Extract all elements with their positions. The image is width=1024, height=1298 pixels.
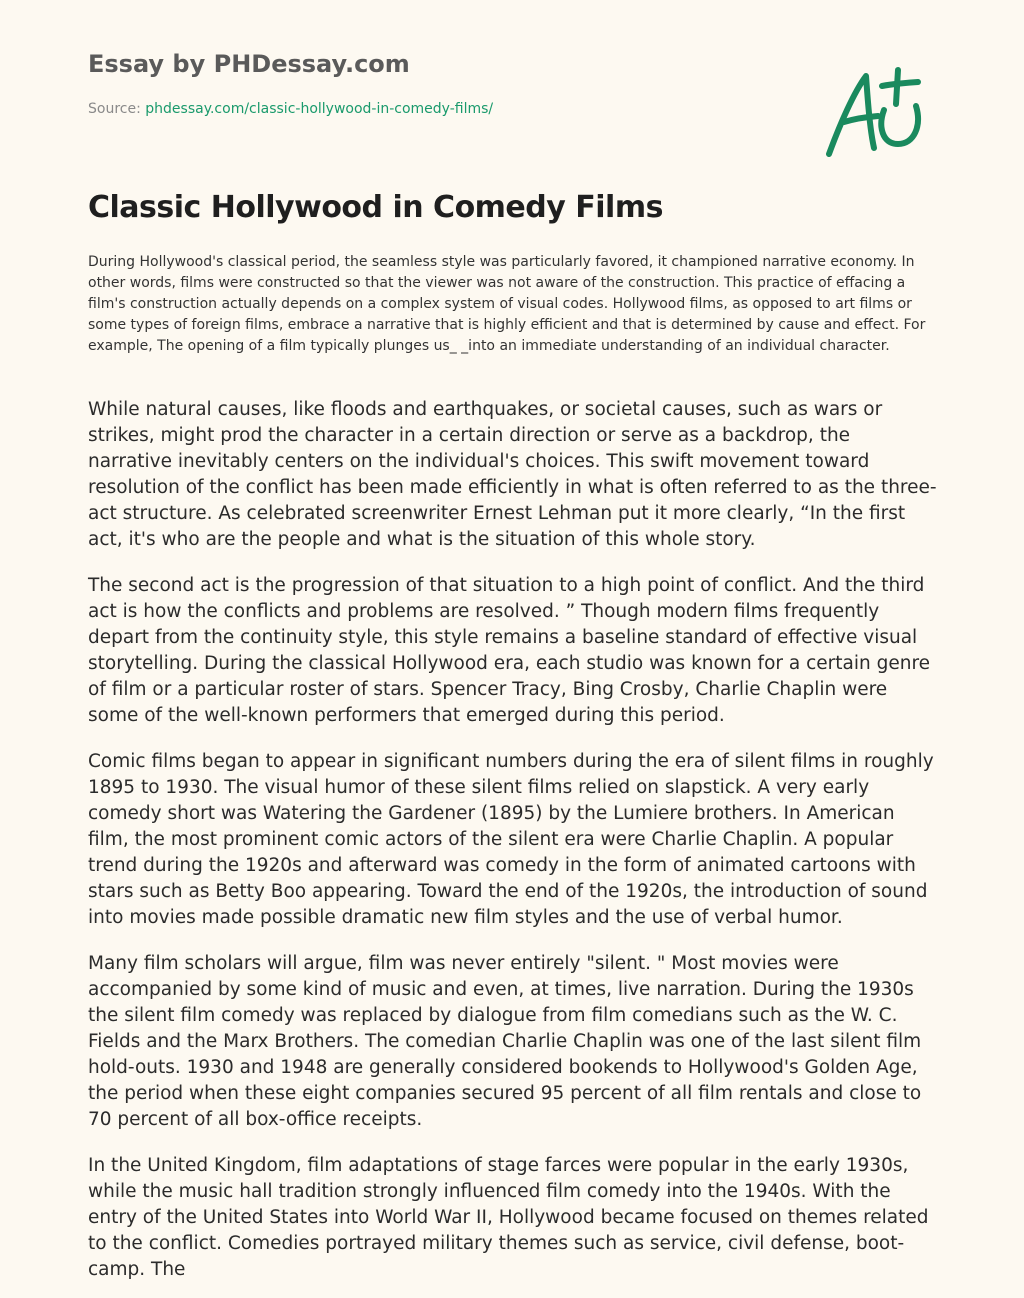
essay-paragraph: The second act is the progression of that situation to a high point of conflict. And the third act is how the conflicts and problems are resolved. ” Though modern films frequently depart from the continuity style, this style remains a baseline standard of effective visual storytelling. During the classical Hollywood era, each studio was known for a certain genre of film or a particular roster of stars. Spencer Tracy, Bing Crosby, Charlie Chaplin were some of the well-known performers that emerged during this period.: [88, 575, 931, 726]
essay-paragraph: While natural causes, like floods and earthquakes, or societal causes, such as wars or strikes, might prod the character in a certain direction or serve as a backdrop, the narrative inevitably centers on the individual's choices. This swift movement toward resolution of the conflict has been made efficiently in what is often referred to as the three-act structure. As celebrated screenwriter Ernest Lehman put it more clearly, “In the first act, it's who are the people and what is the situation of this whole story.: [88, 399, 937, 550]
essay-paragraph: In the United Kingdom, film adaptations of stage farces were popular in the early 1930s, while the music hall tradition strongly influenced film comedy into the 1940s. With the entry of the United States into World War II, Hollywood became focused on themes related to the conflict. Comedies portrayed military themes such as service, civil defense, boot-camp. The: [88, 1155, 929, 1280]
essay-intro: During Hollywood's classical period, the seamless style was particularly favored, it championed narrative economy. In other words, films were constructed so that the viewer was not aware of the construction. This practice of effacing a film's construction actually depends on a complex system of visual codes. Hollywood films, as opposed to art films or some types of foreign films, embrace a narrative that is highly efficient and that is determined by cause and effect. For example, The opening of a film typically plunges us_ _into an immediate understanding of an individual character.: [88, 254, 926, 354]
source-label: Source:: [88, 101, 141, 117]
source-link[interactable]: phdessay.com/classic-hollywood-in-comedy-films/: [145, 101, 494, 117]
essay-paragraph: Many film scholars will argue, film was never entirely "silent. " Most movies were accompanied by some kind of music and even, at times, live narration. During the 1930s the silent film comedy was replaced by dialogue from film comedians such as the W. C. Fields and the Marx Brothers. The comedian Charlie Chaplin was one of the last silent film hold-outs. 1930 and 1948 are generally considered bookends to Hollywood's Golden Age, the period when these eight companies secured 95 percent of all film rentals and close to 70 percent of all box-office receipts.: [88, 953, 922, 1130]
essay-body: [88, 397, 938, 1298]
site-brand[interactable]: Essay by PHDessay.com: [88, 50, 410, 78]
source-line: [88, 101, 493, 117]
essay-paragraph: Comic films began to appear in significant numbers during the era of silent films in roughly 1895 to 1930. The visual humor of these silent films relied on slapstick. A very early comedy short was Watering the Gardener (1895) by the Lumiere brothers. In American film, the most prominent comic actors of the silent era were Charlie Chaplin. A popular trend during the 1920s and afterward was comedy in the form of animated cartoons with stars such as Betty Boo appearing. Toward the end of the 1920s, the introduction of sound into movies made possible dramatic new film styles and the use of verbal humor.: [88, 751, 934, 928]
essay-title: Classic Hollywood in Comedy Films: [88, 190, 663, 225]
a-plus-grade-icon: [820, 64, 930, 164]
